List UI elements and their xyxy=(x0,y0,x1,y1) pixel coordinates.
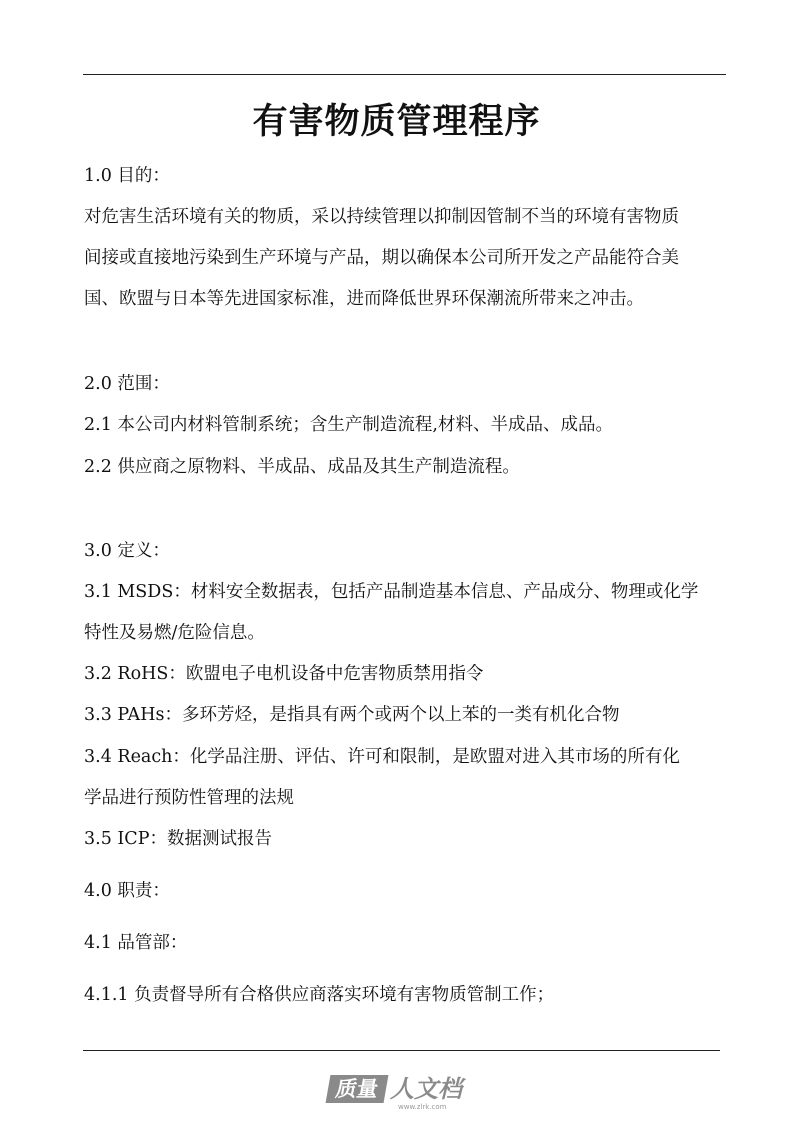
header-rule xyxy=(83,74,726,75)
list-item-continued: 学品进行预防性管理的法规 xyxy=(84,788,294,808)
watermark-box: 质量 xyxy=(326,1075,389,1103)
footer-rule xyxy=(83,1050,720,1051)
list-item: 3.4 Reach：化学品注册、评估、许可和限制，是欧盟对进入其市场的所有化 xyxy=(84,747,680,767)
watermark-text: 人文档 xyxy=(390,1075,462,1103)
list-item: 2.1 本公司内材料管制系统；含生产制造流程,材料、半成品、成品。 xyxy=(84,415,613,435)
list-item: 3.5 ICP：数据测试报告 xyxy=(84,829,272,849)
list-item: 4.1.1 负责督导所有合格供应商落实环境有害物质管制工作； xyxy=(84,985,555,1005)
list-item: 3.1 MSDS：材料安全数据表，包括产品制造基本信息、产品成分、物理或化学 xyxy=(84,582,699,602)
list-item: 3.2 RoHS：欧盟电子电机设备中危害物质禁用指令 xyxy=(84,664,484,684)
watermark-logo xyxy=(328,1073,468,1113)
section-1-heading: 1.0 目的： xyxy=(84,166,170,186)
paragraph-line: 对危害生活环境有关的物质，采以持续管理以抑制因管制不当的环境有害物质 xyxy=(84,207,679,227)
subsection-heading: 4.1 品管部： xyxy=(84,933,188,953)
section-4-heading: 4.0 职责： xyxy=(84,881,170,901)
list-item-continued: 特性及易燃/危险信息。 xyxy=(84,623,265,643)
paragraph-line: 间接或直接地污染到生产环境与产品，期以确保本公司所开发之产品能符合美 xyxy=(84,248,679,268)
paragraph-line: 国、欧盟与日本等先进国家标准，进而降低世界环保潮流所带来之冲击。 xyxy=(84,289,644,309)
document-title: 有害物质管理程序 xyxy=(252,102,541,142)
section-3-heading: 3.0 定义： xyxy=(84,541,170,561)
section-2-heading: 2.0 范围： xyxy=(84,374,170,394)
list-item: 2.2 供应商之原物料、半成品、成品及其生产制造流程。 xyxy=(84,457,520,477)
watermark-url: www.zlrk.com xyxy=(398,1103,447,1111)
list-item: 3.3 PAHs：多环芳烃，是指具有两个或两个以上苯的一类有机化合物 xyxy=(84,705,620,725)
